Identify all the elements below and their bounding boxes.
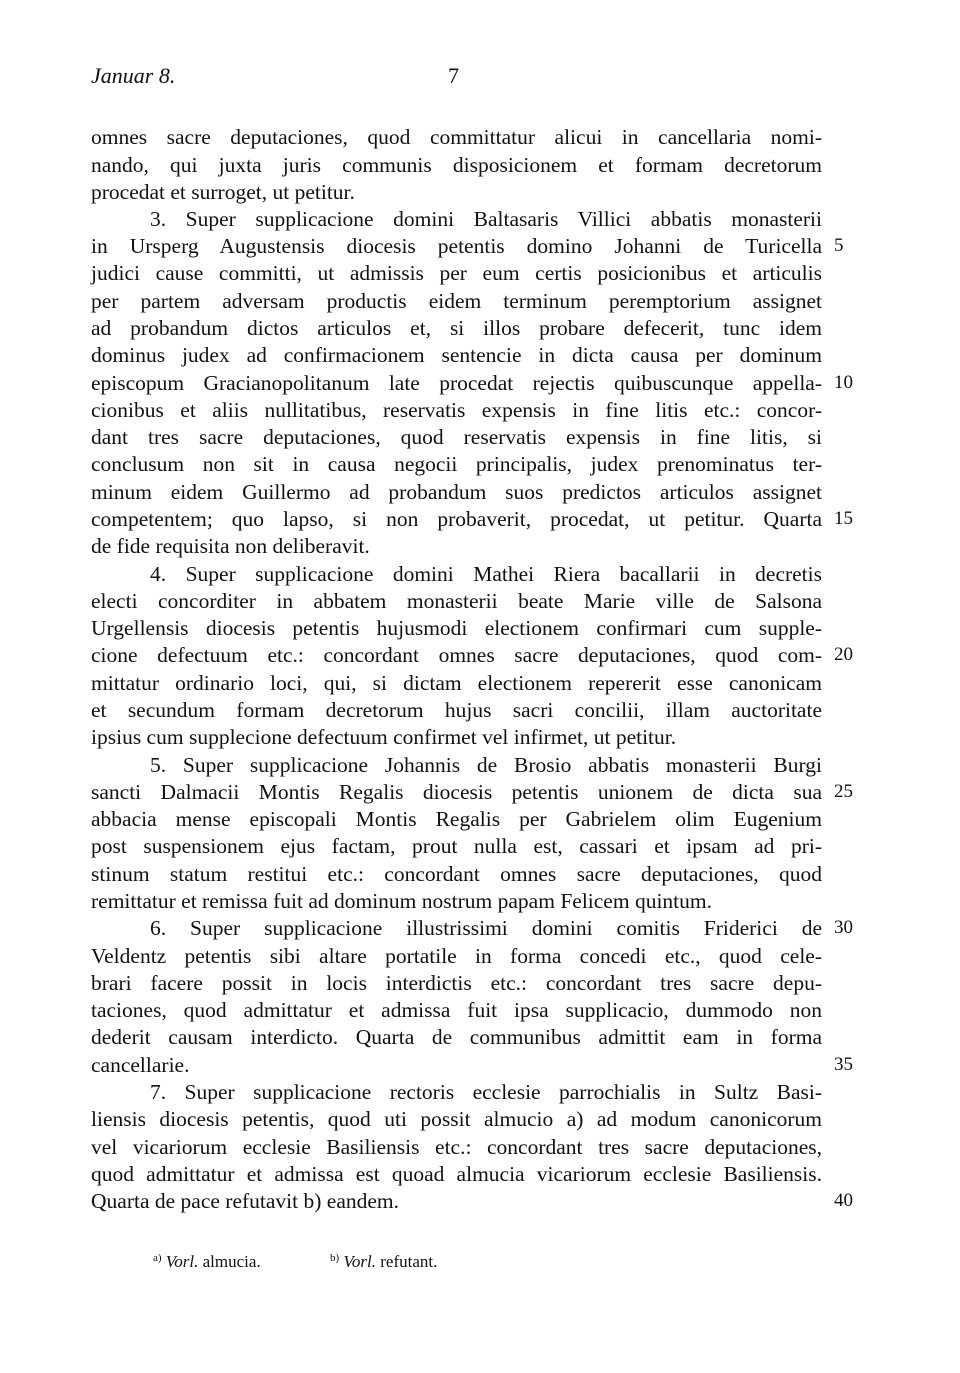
text-line: taciones, quod admittatur et admissa fuit ipsa supplicacio, dummodo non [91,998,822,1022]
text-line: ipsius cum supplecione defectuum confirmet vel infirmet, ut petitur. [91,725,677,749]
line-number: 15 [834,508,853,529]
footnote-label: Vorl. [343,1252,377,1271]
text-line: de fide requisita non deliberavit. [91,534,370,558]
text-line: judici cause committi, ut admissis per eum certis posicionibus et articulis [91,261,822,285]
text-line: sancti Dalmacii Montis Regalis diocesis petentis unionem de dicta sua [91,780,822,804]
text-line: Quarta de pace refutavit b) eandem. [91,1189,400,1213]
text-line: Veldentz petentis sibi altare portatile in forma concedi etc., quod cele- [91,944,822,968]
text-line: 3. Super supplicacione domini Baltasaris Villici abbatis monasterii [150,207,822,231]
text-line: post suspensionem ejus factam, prout nulla est, cassari et ipsam ad pri- [91,834,822,858]
line-number: 25 [834,781,853,802]
text-line: minum eidem Guillermo ad probandum suos predictos articulos assignet [91,480,822,504]
text-line: episcopum Gracianopolitanum late procedat rejectis quibuscunque appella- [91,371,822,395]
text-line: mittatur ordinario loci, qui, si dictam electionem repererit esse canonicam [91,671,822,695]
text-line: procedat et surroget, ut petitur. [91,180,355,204]
text-line: et secundum formam decretorum hujus sacri concilii, illam auctoritate [91,698,822,722]
page-number: 7 [448,63,459,88]
text-line: conclusum non sit in causa negocii principalis, judex prenominatus ter- [91,452,822,476]
footnote-text: almucia. [202,1252,261,1271]
text-line: per partem adversam productis eidem terminum peremptorium assignet [91,289,822,313]
text-line: competentem; quo lapso, si non probaverit, procedat, ut petitur. Quarta [91,507,822,531]
footnote-a [153,1252,261,1272]
text-line: remittatur et remissa fuit ad dominum nostrum papam Felicem quintum. [91,889,712,913]
text-line: dominus judex ad confirmacionem sentencie in dicta causa per dominum [91,343,822,367]
text-line: cionibus et aliis nullitatibus, reservatis expensis in fine litis etc.: concor- [91,398,822,422]
line-number: 10 [834,372,853,393]
text-line: 6. Super supplicacione illustrissimi domini comitis Friderici de [150,916,822,940]
text-line: quod admittatur et admissa est quoad almucia vicariorum ecclesie Basiliensis. [91,1162,822,1186]
text-line: cancellarie. [91,1053,190,1077]
footnote-mark: b) [330,1252,340,1264]
text-line: liensis diocesis petentis, quod uti possit almucio a) ad modum canonicorum [91,1107,822,1131]
text-line: vel vicariorum ecclesie Basiliensis etc.: concordant tres sacre deputaciones, [91,1135,822,1159]
footnote-mark: a) [153,1252,162,1264]
text-line: omnes sacre deputaciones, quod committatur alicui in cancellaria nomi- [91,125,822,149]
line-number: 35 [834,1054,853,1075]
line-number: 5 [834,235,844,256]
running-title: Januar 8. [91,63,176,88]
footnote-b [330,1252,437,1272]
text-line: 5. Super supplicacione Johannis de Brosio abbatis monasterii Burgi [150,753,822,777]
text-line: cione defectuum etc.: concordant omnes sacre deputaciones, quod com- [91,643,822,667]
text-line: ad probandum dictos articulos et, si illos probare defecerit, tunc idem [91,316,822,340]
text-line: in Ursperg Augustensis diocesis petentis domino Johanni de Turicella [91,234,822,258]
line-number: 40 [834,1190,853,1211]
text-line: dant tres sacre deputaciones, quod reservatis expensis in fine litis, si [91,425,822,449]
text-line: 7. Super supplicacione rectoris ecclesie parrochialis in Sultz Basi- [150,1080,822,1104]
footnote-label: Vorl. [165,1252,199,1271]
text-line: 4. Super supplicacione domini Mathei Riera bacallarii in decretis [150,562,822,586]
footnote-text: refutant. [380,1252,438,1271]
line-number: 20 [834,644,853,665]
text-line: brari facere possit in locis interdictis etc.: concordant tres sacre depu- [91,971,822,995]
text-line: abbacia mense episcopali Montis Regalis per Gabrielem olim Eugenium [91,807,822,831]
line-number: 30 [834,917,853,938]
text-line: Urgellensis diocesis petentis hujusmodi electionem confirmari cum supple- [91,616,822,640]
text-line: dederit causam interdicto. Quarta de communibus admittit eam in forma [91,1025,822,1049]
text-line: stinum statum restitui etc.: concordant omnes sacre deputaciones, quod [91,862,822,886]
text-line: electi concorditer in abbatem monasterii beate Marie ville de Salsona [91,589,822,613]
text-line: nando, qui juxta juris communis disposicionem et formam decretorum [91,153,822,177]
